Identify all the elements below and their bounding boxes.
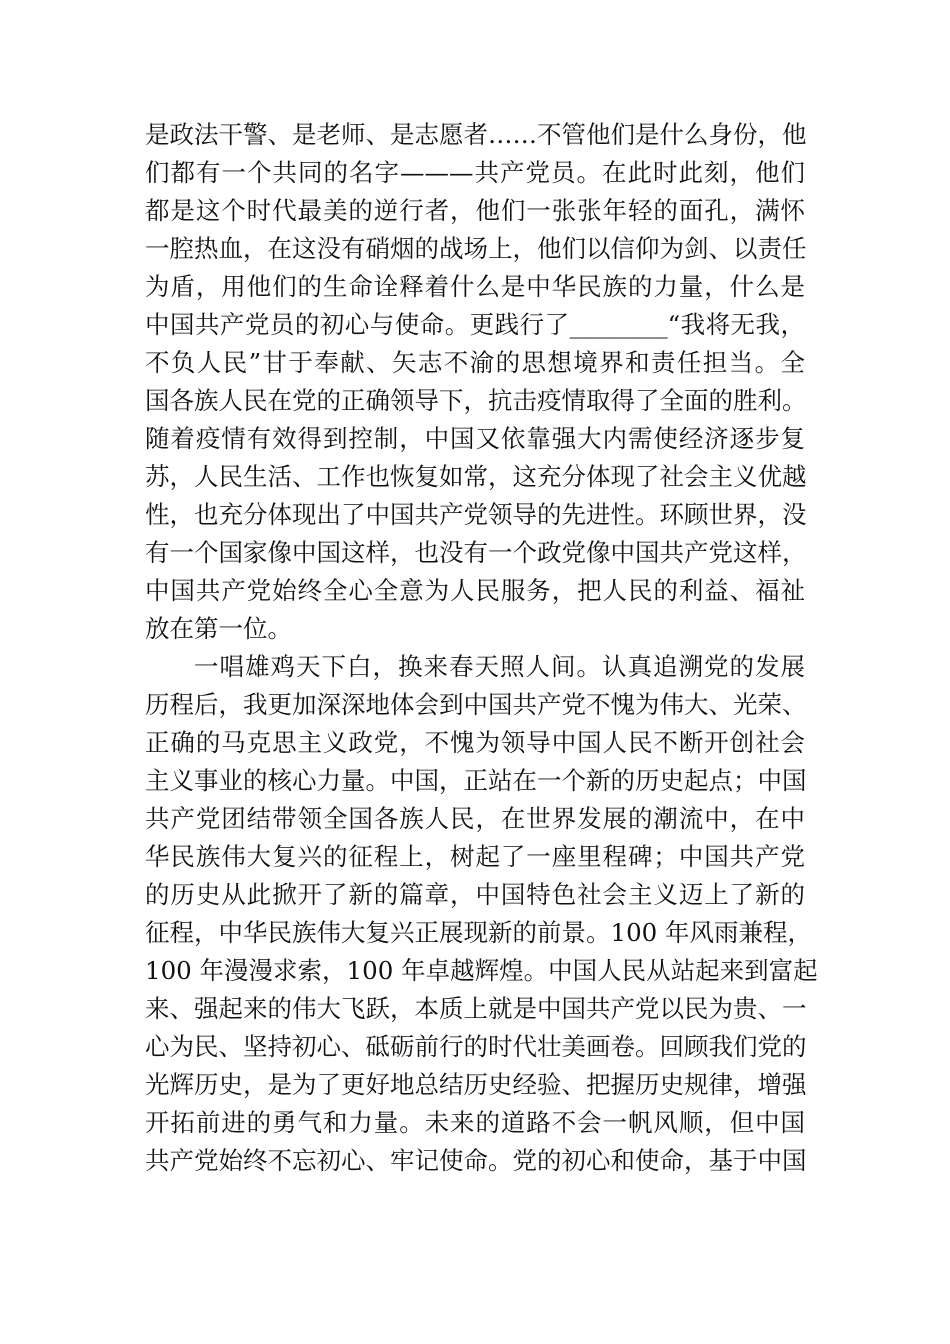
text-line: 的历史从此掀开了新的篇章，中国特色社会主义迈上了新的 — [145, 880, 805, 909]
text-line: 一腔热血，在这没有硝烟的战场上，他们以信仰为剑、以责任 — [145, 234, 807, 263]
text-line: 苏，人民生活、工作也恢复如常，这充分体现了社会主义优越 — [145, 462, 807, 491]
text-line: 主义事业的核心力量。中国，正站在一个新的历史起点；中国 — [145, 766, 807, 795]
text-line: 放在第一位。 — [145, 614, 292, 643]
text-line: 共产党始终不忘初心、牢记使命。党的初心和使命，基于中国 — [145, 1146, 807, 1175]
text-line: 都是这个时代最美的逆行者，他们一张张年轻的面孔，满怀 — [145, 196, 805, 225]
text-line: 为盾，用他们的生命诠释着什么是中华民族的力量，什么是 — [145, 272, 805, 301]
text-line: 中国共产党员的初心与使命。更践行了________“我将无我， — [145, 310, 805, 339]
text-line: 性，也充分体现出了中国共产党领导的先进性。环顾世界，没 — [145, 500, 807, 529]
text-line: 100 年漫漫求索，100 年卓越辉煌。中国人民从站起来到富起 — [145, 956, 818, 985]
text-line: 中国共产党始终全心全意为人民服务，把人民的利益、福祉 — [145, 576, 805, 605]
text-line: 不负人民”甘于奉献、矢志不渝的思想境界和责任担当。全 — [145, 348, 805, 377]
text-line: 征程，中华民族伟大复兴正展现新的前景。100 年风雨兼程， — [145, 918, 813, 947]
text-line: 一唱雄鸡天下白，换来春天照人间。认真追溯党的发展 — [194, 652, 805, 681]
text-line: 有一个国家像中国这样，也没有一个政党像中国共产党这样， — [145, 538, 807, 567]
text-line: 心为民、坚持初心、砥砺前行的时代壮美画卷。回顾我们党的 — [145, 1032, 807, 1061]
text-line: 是政法干警、是老师、是志愿者……不管他们是什么身份，他 — [145, 120, 807, 149]
text-line: 共产党团结带领全国各族人民，在世界发展的潮流中，在中 — [145, 804, 805, 833]
text-line: 国各族人民在党的正确领导下，抗击疫情取得了全面的胜利。 — [145, 386, 807, 415]
text-line: 随着疫情有效得到控制，中国又依靠强大内需使经济逐步复 — [145, 424, 805, 453]
text-line: 光辉历史，是为了更好地总结历史经验、把握历史规律，增强 — [145, 1070, 807, 1099]
text-line: 来、强起来的伟大飞跃，本质上就是中国共产党以民为贵、一 — [145, 994, 807, 1023]
text-line: 开拓前进的勇气和力量。未来的道路不会一帆风顺，但中国 — [145, 1108, 805, 1137]
text-line: 历程后，我更加深深地体会到中国共产党不愧为伟大、光荣、 — [145, 690, 807, 719]
text-line: 华民族伟大复兴的征程上，树起了一座里程碑；中国共产党 — [145, 842, 805, 871]
text-line: 们都有一个共同的名字———共产党员。在此时此刻，他们 — [145, 158, 805, 187]
text-line: 正确的马克思主义政党，不愧为领导中国人民不断开创社会 — [145, 728, 805, 757]
